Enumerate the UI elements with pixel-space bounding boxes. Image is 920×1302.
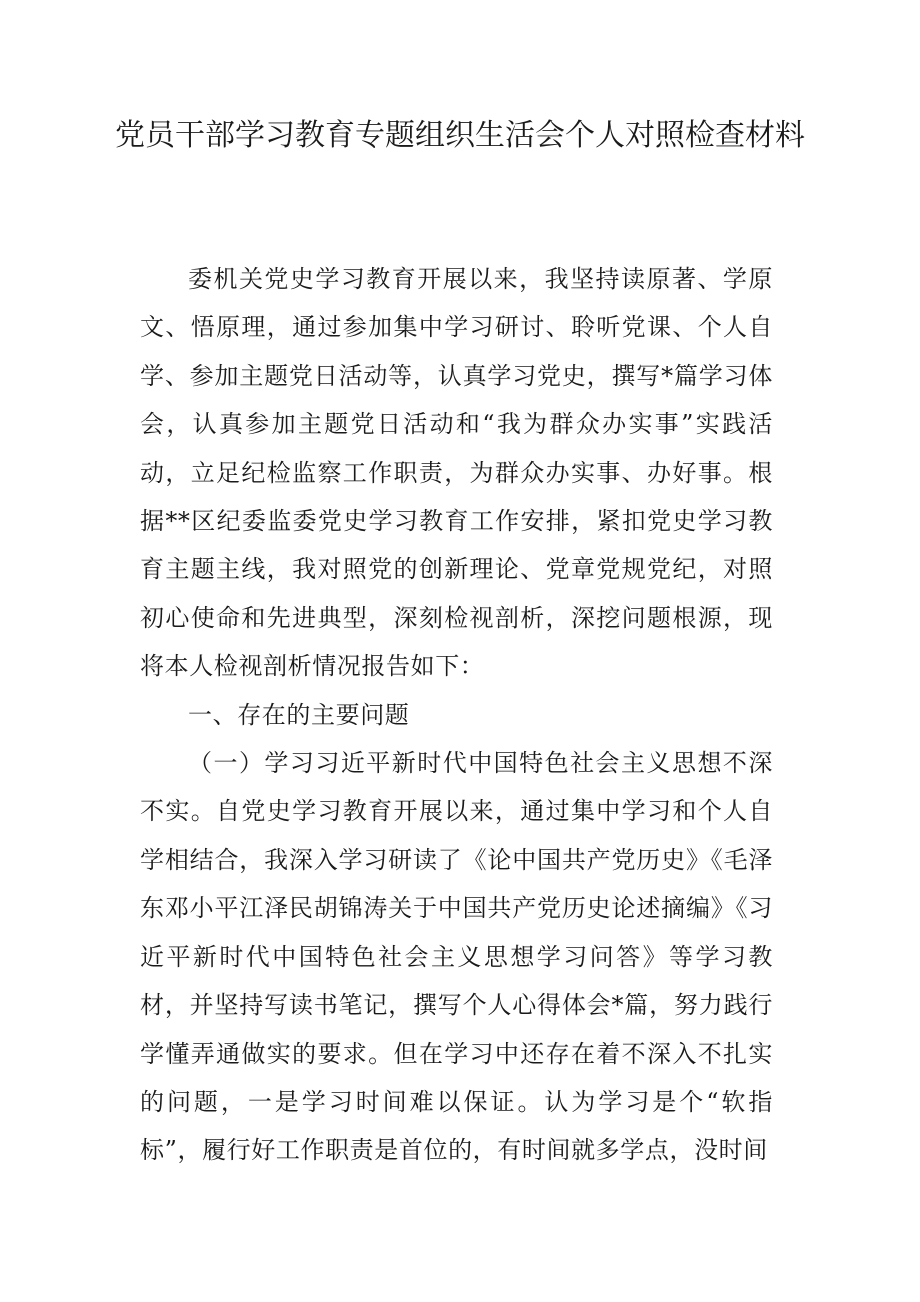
document-title: 党员干部学习教育专题组织生活会个人对照检查材料 [115, 118, 805, 153]
section-heading: 一、存在的主要问题 [188, 700, 410, 729]
intro-paragraph: 委机关党史学习教育开展以来，我坚持读原著、学原文、悟原理，通过参加集中学习研讨、聆听党课、个人自学、参加主题党日活动等，认真学习党史，撰写*篇学习体会，认真参加主题党日活动和“我为群众办实事”实践活动，立足纪检监察工作职责，为群众办实事、办好事。根据**区纪委监委党史学习教育工作安排，紧扣党史学习教育主题主线，我对照党的创新理论、党章党规党纪，对照初心使命和先进典型，深刻检视剖析，深挖问题根源，现将本人检视剖析情况报告如下： [140, 265, 773, 681]
problem-paragraph: （一）学习习近平新时代中国特色社会主义思想不深不实。自党史学习教育开展以来，通过集中学习和个人自学相结合，我深入学习研读了《论中国共产党历史》《毛泽东邓小平江泽民胡锦涛关于中国共产党历史论述摘编》《习近平新时代中国特色社会主义思想学习问答》等学习教材，并坚持写读书笔记，撰写个人心得体会*篇，努力践行学懂弄通做实的要求。但在学习中还存在着不深入不扎实的问题，一是学习时间难以保证。认为学习是个“软指标”，履行好工作职责是首位的，有时间就多学点，没时间 [140, 749, 773, 1165]
document-body [140, 255, 773, 1175]
